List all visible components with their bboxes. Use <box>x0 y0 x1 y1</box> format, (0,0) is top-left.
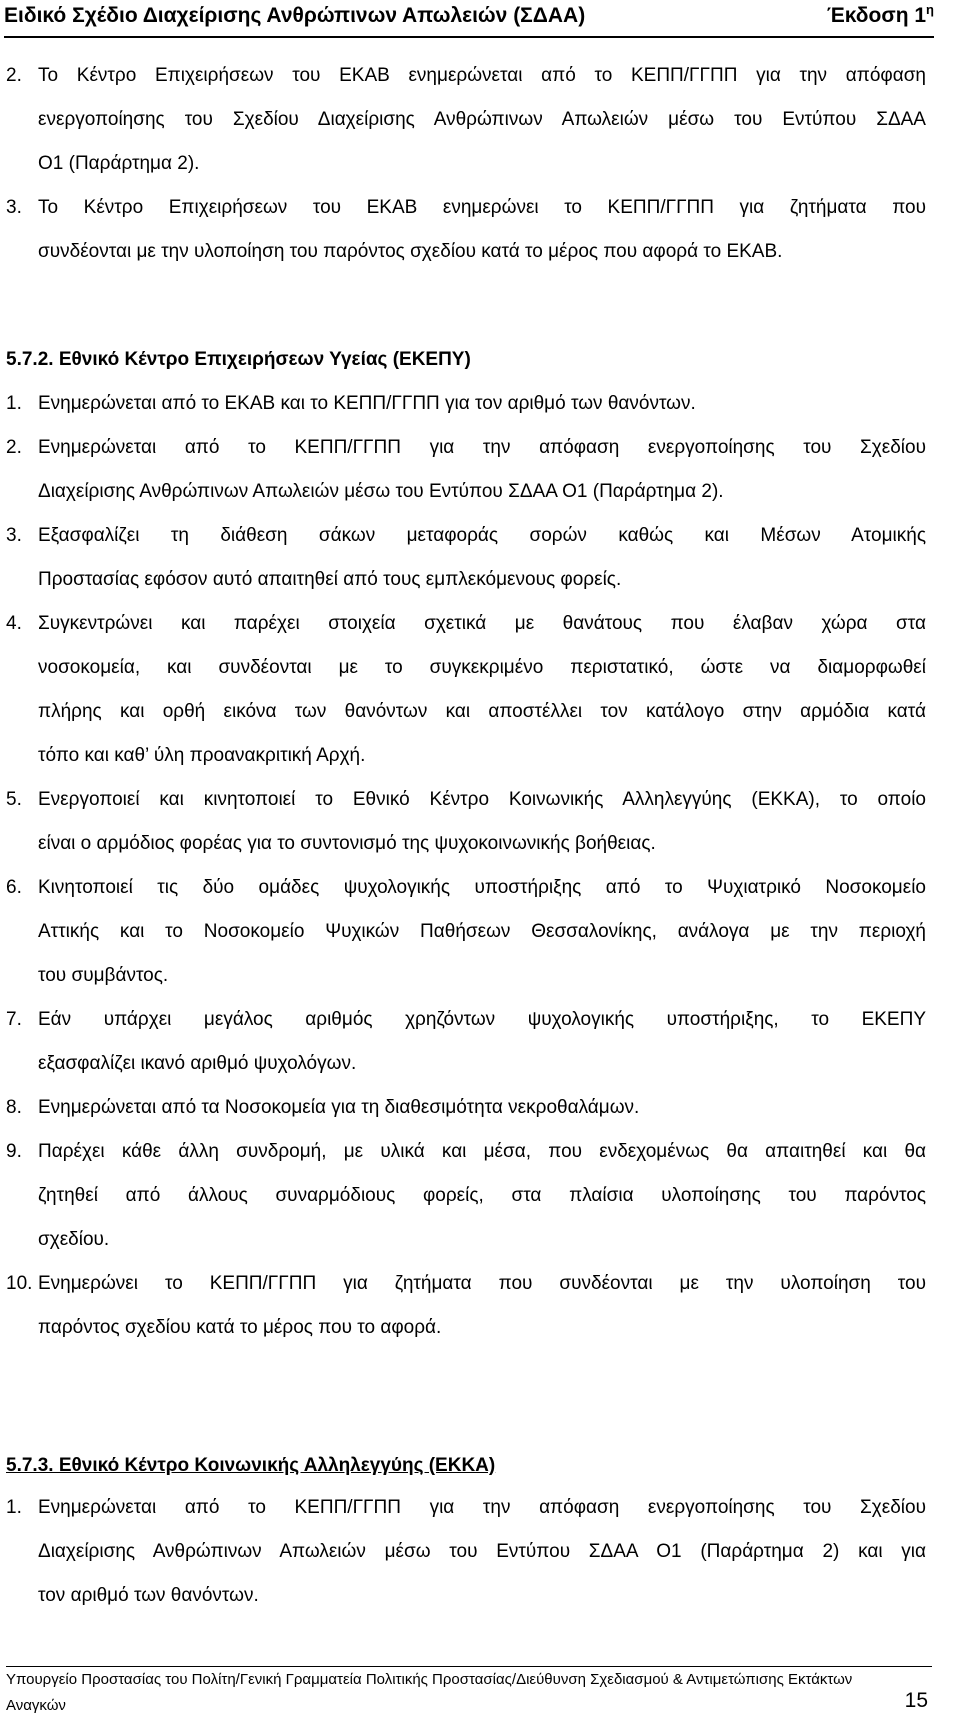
text-line: Διαχείρισης Ανθρώπινων Απωλειών μέσω του Εντύπου ΣΔΑΑ Ο1 (Παράρτημα 2) και για <box>38 1541 926 1562</box>
footer-divider <box>6 1666 932 1667</box>
item-text <box>38 1130 926 1262</box>
item-number: 1. <box>6 393 22 414</box>
item-text <box>38 1262 926 1350</box>
text-line: Ο1 (Παράρτημα 2). <box>38 153 200 174</box>
item-number: 8. <box>6 1097 22 1118</box>
text-line: Ενημερώνεται από τα Νοσοκομεία για τη διαθεσιμότητα νεκροθαλάμων. <box>38 1097 640 1118</box>
header-edition <box>827 2 934 30</box>
section-heading-573: 5.7.3. Εθνικό Κέντρο Κοινωνικής Αλληλεγγύης (ΕΚΚΑ) <box>6 1455 496 1476</box>
item-number: 3. <box>6 525 22 546</box>
edition-superscript: η <box>926 2 934 17</box>
item-text <box>38 514 926 602</box>
text-line: Διαχείρισης Ανθρώπινων Απωλειών μέσω του Εντύπου ΣΔΑΑ Ο1 (Παράρτημα 2). <box>38 481 724 502</box>
text-line: παρόντος σχεδίου κατά το μέρος που το αφορά. <box>38 1317 442 1338</box>
text-line: Ενημερώνεται από το ΚΕΠΠ/ΓΓΠΠ για την απόφαση ενεργοποίησης του Σχεδίου <box>38 437 926 458</box>
item-number: 10. <box>6 1273 33 1294</box>
item-number: 1. <box>6 1497 22 1518</box>
item-text <box>38 426 926 514</box>
item-number: 9. <box>6 1141 22 1162</box>
item-text <box>38 1486 926 1618</box>
text-line: Συγκεντρώνει και παρέχει στοιχεία σχετικά με θανάτους που έλαβαν χώρα στα <box>38 613 926 634</box>
item-number: 6. <box>6 877 22 898</box>
page-number: 15 <box>904 1689 928 1712</box>
item-text <box>38 186 926 274</box>
item-text <box>38 1086 926 1130</box>
text-line: τον αριθμό των θανόντων. <box>38 1585 259 1606</box>
footer-text-line-2: Αναγκών <box>6 1697 66 1714</box>
item-number: 2. <box>6 65 22 86</box>
text-line: Το Κέντρο Επιχειρήσεων του ΕΚΑΒ ενημερώνεται από το ΚΕΠΠ/ΓΓΠΠ για την απόφαση <box>38 65 926 86</box>
text-line: Προστασίας εφόσον αυτό απαιτηθεί από τους εμπλεκόμενους φορείς. <box>38 569 622 590</box>
text-line: Κινητοποιεί τις δύο ομάδες ψυχολογικής υποστήριξης από το Ψυχιατρικό Νοσοκομείο <box>38 877 926 898</box>
text-line: Εξασφαλίζει τη διάθεση σάκων μεταφοράς σορών καθώς και Μέσων Ατομικής <box>38 525 926 546</box>
text-line: Ενεργοποιεί και κινητοποιεί το Εθνικό Κέντρο Κοινωνικής Αλληλεγγύης (ΕΚΚΑ), το οποίο <box>38 789 926 810</box>
item-text <box>38 602 926 778</box>
text-line: του συμβάντος. <box>38 965 169 986</box>
text-line: Εάν υπάρχει μεγάλος αριθμός χρηζόντων ψυχολογικής υποστήριξης, το ΕΚΕΠΥ <box>38 1009 926 1030</box>
text-line: ζητηθεί από άλλους συναρμόδιους φορείς, στα πλαίσια υλοποίησης του παρόντος <box>38 1185 926 1206</box>
footer-text-line-1: Υπουργείο Προστασίας του Πολίτη/Γενική Γραμματεία Πολιτικής Προστασίας/Διεύθυνση Σχεδιασμού & Αντιμετώπισης Εκτάκτων <box>6 1671 853 1688</box>
item-number: 5. <box>6 789 22 810</box>
header-title: Ειδικό Σχέδιο Διαχείρισης Ανθρώπινων Απωλειών (ΣΔΑΑ) <box>4 4 586 27</box>
text-line: ενεργοποίησης του Σχεδίου Διαχείρισης Ανθρώπινων Απωλειών μέσω του Εντύπου ΣΔΑΑ <box>38 109 926 130</box>
item-text <box>38 382 926 426</box>
edition-label: Έκδοση 1 <box>826 4 927 27</box>
item-number: 7. <box>6 1009 22 1030</box>
item-number: 3. <box>6 197 22 218</box>
text-line: Το Κέντρο Επιχειρήσεων του ΕΚΑΒ ενημερώνει το ΚΕΠΠ/ΓΓΠΠ για ζητήματα που <box>38 197 926 218</box>
page-header <box>4 2 934 38</box>
text-line: πλήρης και ορθή εικόνα των θανόντων και αποστέλλει τον κατάλογο στην αρμόδια κατά <box>38 701 926 722</box>
item-number: 4. <box>6 613 22 634</box>
text-line: Ενημερώνεται από το ΚΕΠΠ/ΓΓΠΠ για την απόφαση ενεργοποίησης του Σχεδίου <box>38 1497 926 1518</box>
text-line: συνδέονται με την υλοποίηση του παρόντος σχεδίου κατά το μέρος που αφορά το ΕΚΑΒ. <box>38 241 783 262</box>
text-line: Αττικής και το Νοσοκομείο Ψυχικών Παθήσεων Θεσσαλονίκης, ανάλογα με την περιοχή <box>38 921 926 942</box>
text-line: Ενημερώνει το ΚΕΠΠ/ΓΓΠΠ για ζητήματα που συνδέονται με την υλοποίηση του <box>38 1273 926 1294</box>
text-line: είναι ο αρμόδιος φορέας για το συντονισμό της ψυχοκοινωνικής βοήθειας. <box>38 833 656 854</box>
text-line: σχεδίου. <box>38 1229 110 1250</box>
item-text <box>38 54 926 186</box>
section-heading-572: 5.7.2. Εθνικό Κέντρο Επιχειρήσεων Υγείας (ΕΚΕΠΥ) <box>6 349 471 370</box>
text-line: Παρέχει κάθε άλλη συνδρομή, με υλικά και μέσα, που ενδεχομένως θα απαιτηθεί και θα <box>38 1141 926 1162</box>
text-line: Ενημερώνεται από το ΕΚΑΒ και το ΚΕΠΠ/ΓΓΠΠ για τον αριθμό των θανόντων. <box>38 393 696 414</box>
text-line: τόπο και καθ’ ύλη προανακριτική Αρχή. <box>38 745 366 766</box>
text-line: νοσοκομεία, και συνδέονται με το συγκεκριμένο περιστατικό, ώστε να διαμορφωθεί <box>38 657 926 678</box>
text-line: εξασφαλίζει ικανό αριθμό ψυχολόγων. <box>38 1053 357 1074</box>
item-number: 2. <box>6 437 22 458</box>
item-text <box>38 866 926 998</box>
item-text <box>38 998 926 1086</box>
item-text <box>38 778 926 866</box>
